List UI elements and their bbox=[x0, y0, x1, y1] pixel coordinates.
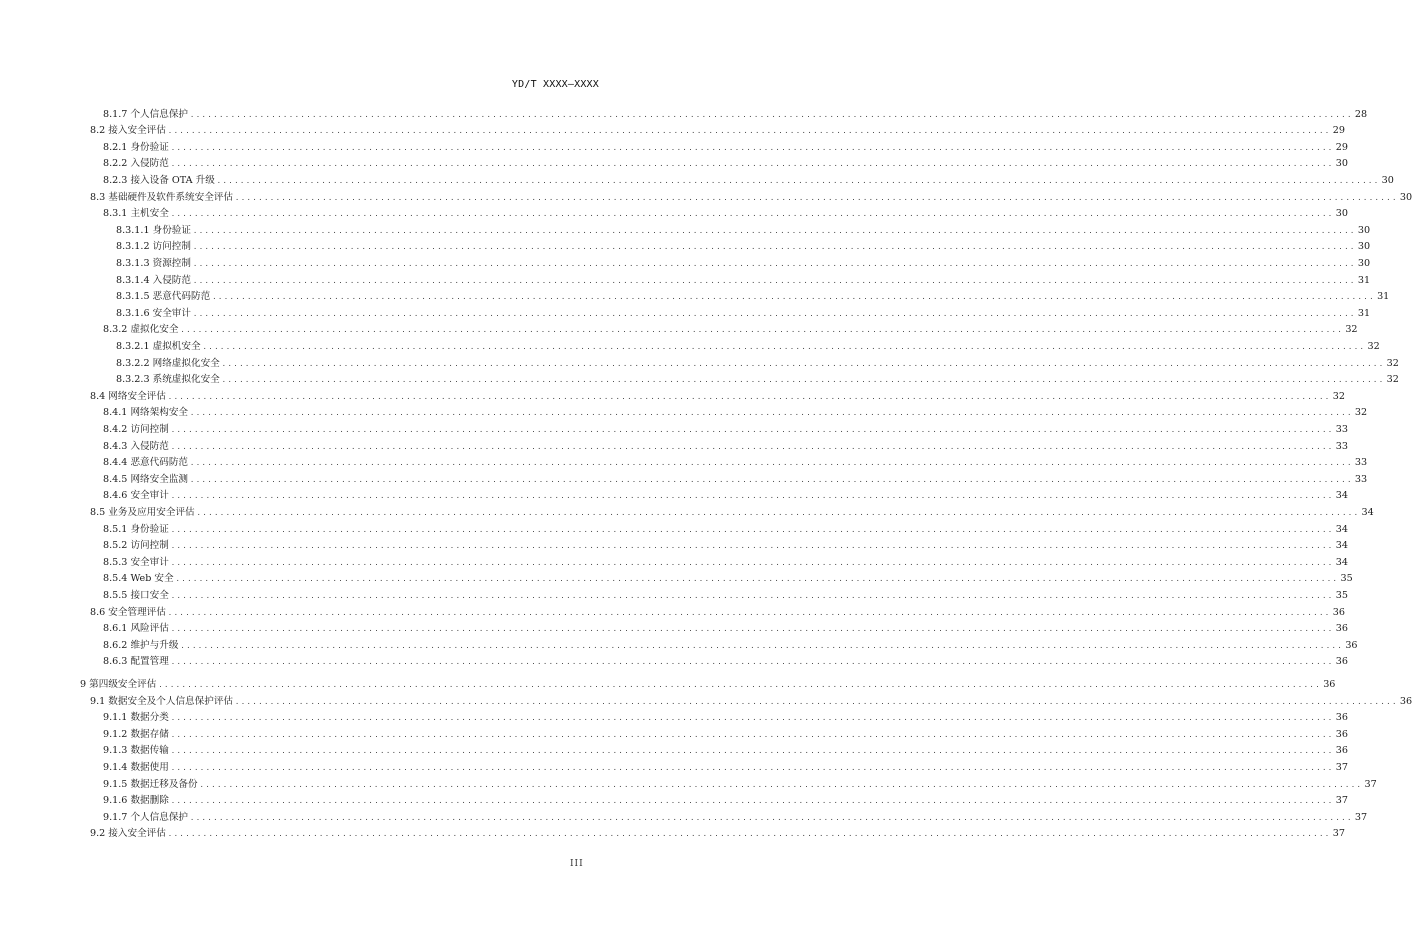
toc-entry-page: 34 bbox=[1335, 540, 1348, 552]
toc-entry-label: 8.4.2 访问控制 bbox=[103, 423, 169, 435]
toc-leader-dots: ........................................................................................................................................................................................................ bbox=[170, 542, 1334, 551]
toc-entry-page: 30 bbox=[1357, 224, 1371, 236]
toc-leader-dots: ........................................................................................................................................................................................................ bbox=[170, 591, 1334, 600]
toc-entry-label: 9.1.5 数据迁移及备份 bbox=[103, 778, 198, 790]
toc-leader-dots: ........................................................................................................................................................................................................ bbox=[158, 680, 1322, 689]
toc-entry-page: 36 bbox=[1332, 606, 1345, 618]
toc-entry-page: 30 bbox=[1335, 158, 1348, 170]
toc-entry[interactable] bbox=[0, 520, 1348, 537]
toc-entry[interactable] bbox=[0, 454, 1368, 471]
toc-entry-label: 8.5.1 身份验证 bbox=[103, 523, 169, 535]
toc-entry-page: 35 bbox=[1335, 589, 1348, 601]
toc-entry-page: 37 bbox=[1364, 778, 1377, 790]
toc-entry-label: 8.3.1.3 资源控制 bbox=[116, 257, 191, 269]
toc-entry-page: 30 bbox=[1357, 257, 1371, 269]
toc-entry-label: 8.3.1 主机安全 bbox=[103, 208, 169, 220]
toc-entry-label: 9.1.7 个人信息保护 bbox=[103, 811, 189, 823]
toc-leader-dots: ........................................................................................................................................................................................................ bbox=[170, 160, 1334, 169]
toc-entry-label: 8.4.1 网络架构安全 bbox=[103, 407, 189, 419]
toc-entry-page: 31 bbox=[1377, 291, 1390, 303]
toc-entry-page: 31 bbox=[1357, 274, 1371, 286]
toc-entry-label: 8.5 业务及应用安全评估 bbox=[90, 506, 195, 518]
toc-leader-dots: ........................................................................................................................................................................................................ bbox=[235, 193, 1398, 202]
toc-leader-dots: ........................................................................................................................................................................................................ bbox=[180, 641, 1344, 650]
toc-entry-page: 32 bbox=[1345, 324, 1358, 336]
toc-entry-label: 9.1 数据安全及个人信息保护评估 bbox=[90, 695, 234, 707]
toc-leader-dots: ........................................................................................................................................................................................................ bbox=[190, 409, 1353, 418]
toc-entry-page: 28 bbox=[1354, 108, 1368, 120]
page-number: III bbox=[570, 859, 584, 869]
toc-leader-dots: ........................................................................................................................................................................................................ bbox=[190, 110, 1353, 119]
toc-entry-label: 8.2.2 入侵防范 bbox=[103, 158, 169, 170]
toc-entry-label: 8.4.6 安全审计 bbox=[103, 490, 169, 502]
toc-entry-page: 36 bbox=[1335, 656, 1348, 668]
toc-leader-dots: ........................................................................................................................................................................................................ bbox=[212, 293, 1376, 302]
toc-entry[interactable] bbox=[0, 321, 1358, 338]
toc-leader-dots: ........................................................................................................................................................................................................ bbox=[180, 326, 1344, 335]
toc-entry-label: 8.4 网络安全评估 bbox=[90, 390, 166, 402]
toc-entry-label: 9.1.1 数据分类 bbox=[103, 712, 169, 724]
toc-entry[interactable] bbox=[0, 503, 1374, 520]
toc-entry-label: 8.6 安全管理评估 bbox=[90, 606, 166, 618]
toc-entry-page: 37 bbox=[1354, 811, 1368, 823]
toc-leader-dots: ........................................................................................................................................................................................................ bbox=[170, 625, 1334, 634]
toc-entry[interactable] bbox=[0, 825, 1345, 842]
toc-entry-label: 8.5.4 Web 安全 bbox=[103, 573, 174, 585]
toc-entry[interactable] bbox=[0, 254, 1371, 271]
toc-entry[interactable] bbox=[0, 155, 1348, 172]
toc-entry-label: 8.2.1 身份验证 bbox=[103, 141, 169, 153]
toc-entry-page: 34 bbox=[1335, 556, 1348, 568]
toc-leader-dots: ........................................................................................................................................................................................................ bbox=[190, 813, 1353, 822]
toc-entry[interactable] bbox=[0, 725, 1348, 742]
toc-entry-label: 8.1.7 个人信息保护 bbox=[103, 108, 189, 120]
toc-entry-page: 36 bbox=[1335, 745, 1348, 757]
toc-entry-label: 8.6.1 风险评估 bbox=[103, 623, 169, 635]
toc-entry-label: 9.1.4 数据使用 bbox=[103, 761, 169, 773]
toc-entry-page: 31 bbox=[1357, 307, 1371, 319]
toc-entry[interactable] bbox=[0, 420, 1348, 437]
toc-entry-label: 8.3.2.1 虚拟机安全 bbox=[116, 340, 201, 352]
toc-entry-label: 9.1.6 数据删除 bbox=[103, 795, 169, 807]
toc-entry-page: 37 bbox=[1335, 761, 1348, 773]
toc-entry-label: 8.3.1.4 入侵防范 bbox=[116, 274, 191, 286]
toc-entry-page: 37 bbox=[1335, 795, 1348, 807]
toc-entry[interactable] bbox=[0, 371, 1399, 388]
toc-entry[interactable] bbox=[0, 692, 1412, 709]
toc-entry[interactable] bbox=[0, 238, 1371, 255]
toc-entry[interactable] bbox=[0, 742, 1348, 759]
toc-entry-page: 33 bbox=[1335, 423, 1348, 435]
toc-leader-dots: ........................................................................................................................................................................................................ bbox=[167, 830, 1331, 839]
toc-entry[interactable] bbox=[0, 470, 1368, 487]
toc-entry-page: 36 bbox=[1345, 639, 1358, 651]
toc-entry[interactable] bbox=[0, 304, 1371, 321]
toc-leader-dots: ........................................................................................................................................................................................................ bbox=[170, 425, 1334, 434]
toc-entry-page: 37 bbox=[1332, 828, 1345, 840]
toc-entry-page: 32 bbox=[1386, 357, 1399, 369]
toc-leader-dots: ........................................................................................................................................................................................................ bbox=[193, 276, 1356, 285]
toc-entry[interactable] bbox=[0, 404, 1368, 421]
toc-leader-dots: ........................................................................................................................................................................................................ bbox=[170, 143, 1334, 152]
toc-leader-dots: ........................................................................................................................................................................................................ bbox=[170, 714, 1334, 723]
toc-entry-page: 33 bbox=[1335, 440, 1348, 452]
toc-leader-dots: ........................................................................................................................................................................................................ bbox=[193, 259, 1356, 268]
toc-entry[interactable] bbox=[0, 288, 1390, 305]
toc-entry[interactable] bbox=[0, 122, 1345, 139]
toc-leader-dots: ........................................................................................................................................................................................................ bbox=[170, 525, 1334, 534]
toc-entry[interactable] bbox=[0, 586, 1348, 603]
toc-entry-label: 9.2 接入安全评估 bbox=[90, 828, 166, 840]
toc-entry-page: 35 bbox=[1340, 573, 1353, 585]
toc-entry-page: 34 bbox=[1335, 523, 1348, 535]
toc-leader-dots: ........................................................................................................................................................................................................ bbox=[170, 658, 1334, 667]
toc-entry-page: 30 bbox=[1357, 241, 1371, 253]
toc-entry[interactable] bbox=[0, 271, 1371, 288]
toc-entry-label: 8.4.5 网络安全监测 bbox=[103, 473, 189, 485]
document-header-code: YD/T XXXX—XXXX bbox=[511, 79, 599, 90]
toc-entry-page: 30 bbox=[1399, 191, 1412, 203]
toc-entry[interactable] bbox=[0, 792, 1348, 809]
toc-leader-dots: ........................................................................................................................................................................................................ bbox=[193, 309, 1356, 318]
toc-entry[interactable] bbox=[0, 653, 1348, 670]
toc-entry[interactable] bbox=[0, 570, 1353, 587]
toc-entry[interactable] bbox=[0, 337, 1380, 354]
toc-entry-page: 32 bbox=[1386, 374, 1399, 386]
toc-entry-label: 8.5.5 接口安全 bbox=[103, 589, 169, 601]
toc-leader-dots: ........................................................................................................................................................................................................ bbox=[170, 492, 1334, 501]
toc-entry[interactable] bbox=[0, 808, 1368, 825]
toc-entry-page: 34 bbox=[1361, 506, 1374, 518]
toc-entry[interactable] bbox=[0, 758, 1348, 775]
toc-entry-page: 36 bbox=[1335, 623, 1348, 635]
toc-leader-dots: ........................................................................................................................................................................................................ bbox=[170, 730, 1334, 739]
toc-leader-dots: ........................................................................................................................................................................................................ bbox=[170, 747, 1334, 756]
toc-entry-label: 8.6.3 配置管理 bbox=[103, 656, 169, 668]
toc-entry-page: 36 bbox=[1323, 678, 1336, 690]
toc-entry-page: 29 bbox=[1332, 125, 1345, 137]
toc-entry-page: 36 bbox=[1335, 712, 1348, 724]
toc-entry[interactable] bbox=[0, 188, 1412, 205]
toc-entry[interactable] bbox=[0, 636, 1358, 653]
toc-entry-page: 32 bbox=[1367, 340, 1380, 352]
toc-entry-page: 30 bbox=[1335, 208, 1348, 220]
toc-leader-dots: ........................................................................................................................................................................................................ bbox=[221, 359, 1385, 368]
toc-entry-page: 36 bbox=[1335, 728, 1348, 740]
toc-entry[interactable] bbox=[0, 675, 1336, 692]
toc-leader-dots: ........................................................................................................................................................................................................ bbox=[167, 392, 1331, 401]
toc-leader-dots: ........................................................................................................................................................................................................ bbox=[193, 243, 1356, 252]
toc-leader-dots: ........................................................................................................................................................................................................ bbox=[190, 459, 1353, 468]
toc-entry-label: 8.3.1.1 身份验证 bbox=[116, 224, 191, 236]
toc-entry[interactable] bbox=[0, 205, 1348, 222]
toc-entry[interactable] bbox=[0, 437, 1348, 454]
toc-entry-label: 8.6.2 维护与升级 bbox=[103, 639, 179, 651]
toc-entry[interactable] bbox=[0, 620, 1348, 637]
toc-entry[interactable] bbox=[0, 487, 1348, 504]
toc-entry-label: 8.5.2 访问控制 bbox=[103, 540, 169, 552]
toc-entry[interactable] bbox=[0, 138, 1348, 155]
toc-entry-label: 8.3 基础硬件及软件系统安全评估 bbox=[90, 191, 234, 203]
toc-leader-dots: ........................................................................................................................................................................................................ bbox=[167, 608, 1331, 617]
toc-leader-dots: ........................................................................................................................................................................................................ bbox=[175, 575, 1339, 584]
toc-entry-label: 8.3.1.5 恶意代码防范 bbox=[116, 291, 211, 303]
toc-leader-dots: ........................................................................................................................................................................................................ bbox=[202, 342, 1366, 351]
toc-entry-page: 29 bbox=[1335, 141, 1348, 153]
toc-entry-page: 33 bbox=[1354, 473, 1368, 485]
toc-entry-page: 34 bbox=[1335, 490, 1348, 502]
toc-entry-page: 30 bbox=[1381, 174, 1394, 186]
toc-leader-dots: ........................................................................................................................................................................................................ bbox=[170, 210, 1334, 219]
toc-leader-dots: ........................................................................................................................................................................................................ bbox=[170, 558, 1334, 567]
toc-leader-dots: ........................................................................................................................................................................................................ bbox=[199, 780, 1363, 789]
toc-entry[interactable] bbox=[0, 221, 1371, 238]
toc-entry[interactable] bbox=[0, 603, 1345, 620]
toc-entry-label: 8.2.3 接入设备 OTA 升级 bbox=[103, 174, 215, 186]
toc-entry[interactable] bbox=[0, 105, 1368, 122]
toc-entry-page: 33 bbox=[1354, 457, 1368, 469]
toc-entry-label: 8.3.1.6 安全审计 bbox=[116, 307, 191, 319]
toc-leader-dots: ........................................................................................................................................................................................................ bbox=[221, 376, 1385, 385]
toc-entry[interactable] bbox=[0, 709, 1348, 726]
toc-entry[interactable] bbox=[0, 553, 1348, 570]
toc-entry-label: 8.4.4 恶意代码防范 bbox=[103, 457, 189, 469]
toc-leader-dots: ........................................................................................................................................................................................................ bbox=[170, 763, 1334, 772]
toc-entry-label: 8.3.2.2 网络虚拟化安全 bbox=[116, 357, 220, 369]
toc-entry-label: 8.4.3 入侵防范 bbox=[103, 440, 169, 452]
toc-entry[interactable] bbox=[0, 171, 1394, 188]
toc-entry-label: 8.3.2.3 系统虚拟化安全 bbox=[116, 374, 220, 386]
toc-entry-label: 8.3.2 虚拟化安全 bbox=[103, 324, 179, 336]
toc-entry-label: 9.1.3 数据传输 bbox=[103, 745, 169, 757]
toc-entry-page: 32 bbox=[1354, 407, 1368, 419]
toc-entry-label: 9.1.2 数据存储 bbox=[103, 728, 169, 740]
toc-leader-dots: ........................................................................................................................................................................................................ bbox=[235, 697, 1398, 706]
toc-entry-label: 8.2 接入安全评估 bbox=[90, 125, 166, 137]
toc-entry[interactable] bbox=[0, 537, 1348, 554]
toc-leader-dots: ........................................................................................................................................................................................................ bbox=[170, 797, 1334, 806]
toc-leader-dots: ........................................................................................................................................................................................................ bbox=[170, 442, 1334, 451]
toc-entry-page: 36 bbox=[1399, 695, 1412, 707]
toc-entry-label: 9 第四级安全评估 bbox=[80, 678, 157, 690]
toc-entry[interactable] bbox=[0, 775, 1377, 792]
toc-entry[interactable] bbox=[0, 354, 1399, 371]
toc-entry-label: 8.5.3 安全审计 bbox=[103, 556, 169, 568]
toc-entry[interactable] bbox=[0, 387, 1345, 404]
toc-leader-dots: ........................................................................................................................................................................................................ bbox=[196, 508, 1360, 517]
toc-leader-dots: ........................................................................................................................................................................................................ bbox=[190, 475, 1353, 484]
toc-leader-dots: ........................................................................................................................................................................................................ bbox=[167, 127, 1331, 136]
toc-leader-dots: ........................................................................................................................................................................................................ bbox=[193, 226, 1356, 235]
toc-leader-dots: ........................................................................................................................................................................................................ bbox=[216, 176, 1380, 185]
toc-entry-label: 8.3.1.2 访问控制 bbox=[116, 241, 191, 253]
toc-entry-page: 32 bbox=[1332, 390, 1345, 402]
